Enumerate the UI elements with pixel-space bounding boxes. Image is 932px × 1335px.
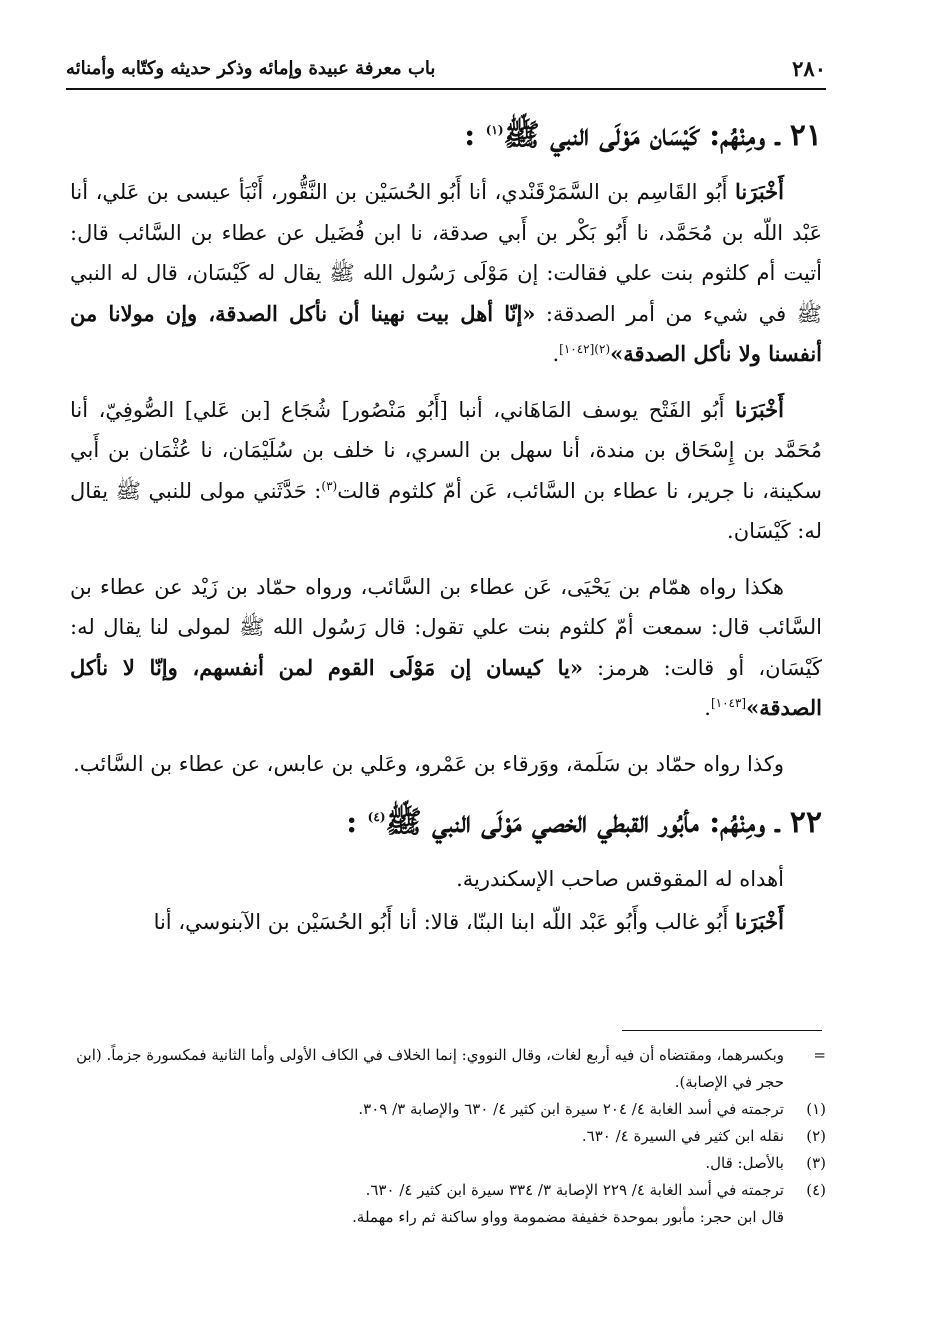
page-number: ٢٨٠ [792, 55, 826, 81]
section-heading: ٢١ ـ ومِنْهُم: كَيْسَان مَوْلَى النبي ﷺ$^{(١)}$ : [464, 118, 822, 153]
commentary-paragraph: وكذا رواه حمّاد بن سَلَمة، ووَرقاء بن عَمْرو، وعَلي بن عابس، عن عطاء بن السَّائب. [73, 751, 784, 776]
isnad-paragraph: أَخْبَرَنا أَبُو القَاسِم بن السَّمَرْقَنْدي، أنا أَبُو الحُسَيْن بن النَّقُّور، أَنْبَأ عيسى بن عَلي، أنا عَبْد اللّه بن مُحَمَّد، نا أَبُو بَكْر بن أَبي صدقة، نا ابن فُضَيل عن عطاء بن السَّائب قال: أتيت أم كلثوم بنت علي فقالت: إن مَوْلَى رَسُول الله ﷺ يقال له كَيْسَان، قال له النبي ﷺ في شيء من أمر الصدقة: «إنّا أهل بيت نهينا أن نأكل الصدقة، وإن مولانا من أنفسنا ولا نأكل الصدقة»$^{(٢)[١٠٤٢]}$. [70, 179, 822, 366]
footnote-marker: (١) [485, 123, 504, 137]
reference-marker: [١٠٤٣] [710, 696, 747, 710]
paragraph-lead: أَخْبَرَنا [735, 179, 784, 204]
hadith-quote: «يا كيسان إن مَوْلَى القوم لمن أنفسهم، وإنّا لا نأكل الصدقة» [70, 654, 822, 720]
footnote-text: بالأصل: قال. [705, 1154, 784, 1172]
footnote [66, 1042, 826, 1096]
paragraph-lead: أَخْبَرَنا [735, 908, 784, 934]
main-text [70, 108, 822, 957]
footnote-number [784, 1204, 826, 1231]
commentary-paragraph: هكذا رواه همّام بن يَحْيَى، عَن عطاء بن السَّائب، ورواه حمّاد بن زَيْد عن عطاء بن السَّائب قال: سمعت أمّ كلثوم بنت علي تقول: قال رَسُول الله ﷺ لمولى لنا يقال له: كَيْسَان، أو قالت: هرمز: «يا كيسان إن مَوْلَى القوم لمن أنفسهم، وإنّا لا نأكل الصدقة»[١٠٤٣]. [70, 574, 822, 720]
footnote-number: (١) [806, 1100, 826, 1118]
footnotes [66, 1042, 826, 1231]
footnote [66, 1096, 826, 1123]
footnote [66, 1204, 826, 1231]
chapter-title: باب معرفة عبيدة وإمائه وذكر حديثه وكتّابه وأمنائه [66, 57, 436, 79]
isnad-paragraph: أَخْبَرَنا أَبُو غالب وأَبُو عَبْد اللّه ابنا البنّا، قالا: أنا أَبُو الحُسَيْن بن الآبنوسي، أنا [153, 908, 784, 934]
paragraph-lead: أَخْبَرَنا [735, 396, 784, 422]
hadith-quote: «إنّا أهل بيت نهينا أن نأكل الصدقة، وإن مولانا من أنفسنا ولا نأكل الصدقة» [70, 300, 822, 366]
footnote [66, 1177, 826, 1204]
footnote [66, 1150, 826, 1177]
running-header [66, 48, 826, 90]
footnote-text: وبكسرهما، ومقتضاه أن فيه أربع لغات، وقال النووي: إنما الخلاف في الكاف الأولى وأما الثانية فمكسورة جزماً. (ابن حجر في الإصابة). [76, 1046, 784, 1091]
footnote-text: ترجمته في أسد الغابة ٤/ ٢٢٩ الإصابة ٣/ ٣٣٤ سيرة ابن كثير ٤/ ٦٣٠. [365, 1181, 784, 1199]
commentary-paragraph: أهداه له المقوقس صاحب الإسكندرية. [456, 867, 784, 891]
footnote-marker: (٣) [321, 478, 338, 493]
footnote-text: نقله ابن كثير في السيرة ٤/ ٦٣٠. [581, 1127, 784, 1145]
footnote-divider [622, 1030, 822, 1031]
footnote-number: (٢) [806, 1127, 826, 1145]
footnote [66, 1123, 826, 1150]
footnote-text: ترجمته في أسد الغابة ٤/ ٢٠٤ سيرة ابن كثير ٤/ ٦٣٠ والإصابة ٣/ ٣٠٩. [358, 1100, 784, 1118]
reference-marker: (٢)[١٠٤٢] [559, 342, 611, 356]
footnote-number: = [813, 1046, 826, 1064]
isnad-paragraph: أَخْبَرَنا أَبُو الفَتْح يوسف المَاهَاني، أنبا [أَبُو مَنْصُور] شُجَاع [بن عَلي] الصُّوفِيّ، أنا مُحَمَّد بن إِسْحَاق بن مندة، أنا سهل بن السري، نا خلف بن سُلَيْمَان، نا عُثْمَان بن أَبي سكينة، نا جرير، نا عطاء بن السَّائب، عَن أمّ كلثوم قالت$^{(٣)}$: حَدَّثَني مولى للنبي ﷺ يقال له: كَيْسَان. [70, 396, 822, 543]
footnote-marker: (٤) [367, 810, 386, 824]
footnote-number: (٣) [806, 1154, 826, 1172]
section-heading: ٢٢ ـ ومِنْهُم: مأبُور القبطي الخصي مَوْلَى النبي ﷺ$^{(٤)}$ : [346, 805, 822, 840]
footnote-text: قال ابن حجر: مأبور بموحدة خفيفة مضمومة وواو ساكنة ثم راء مهملة. [352, 1208, 784, 1226]
footnote-number: (٤) [806, 1181, 826, 1199]
